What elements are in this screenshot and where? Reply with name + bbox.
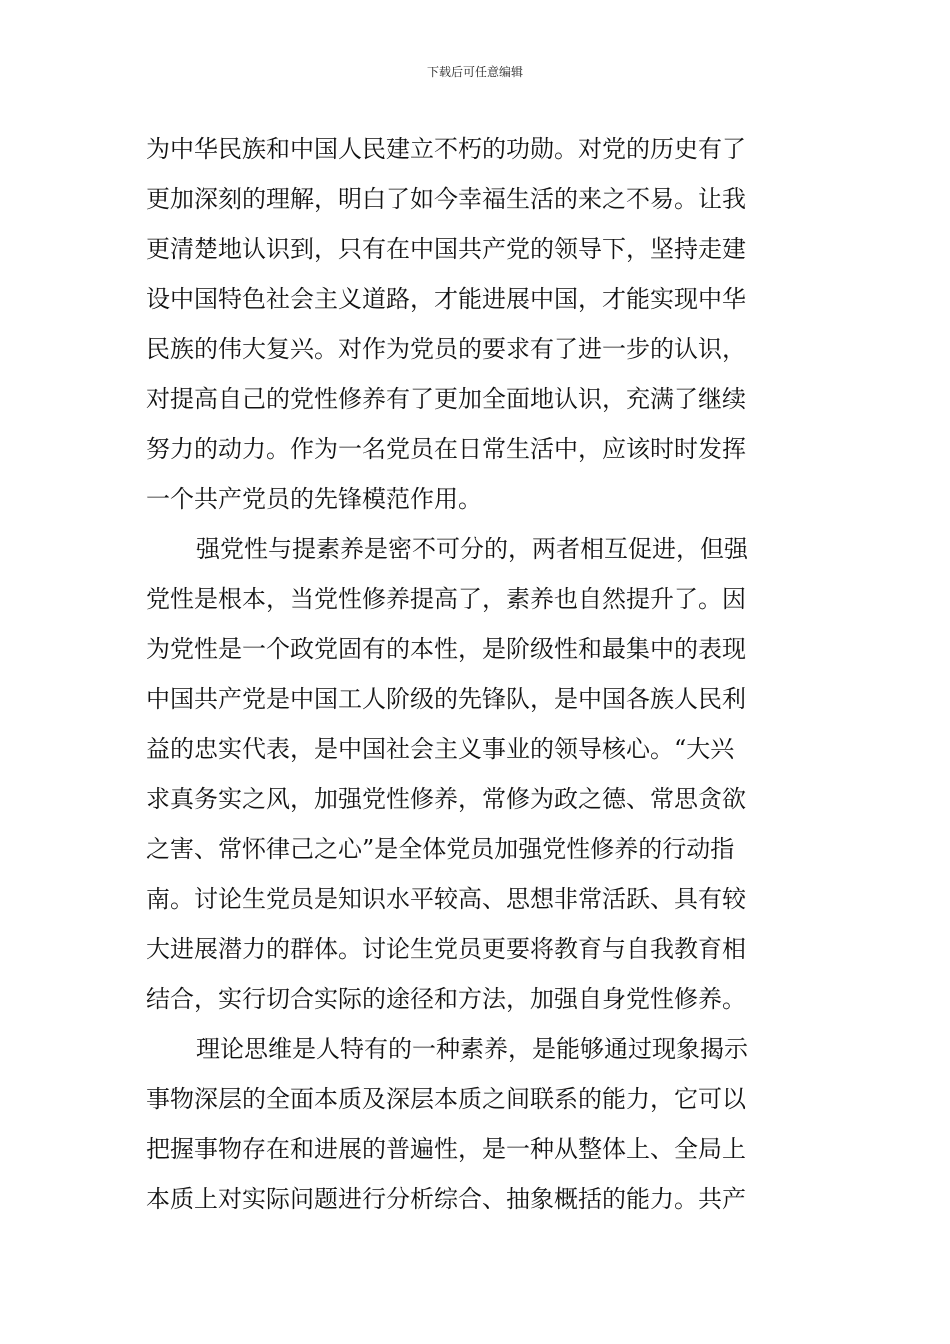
text-line: 求真务实之风，加强党性修养，常修为政之德、常思贪欲: [146, 785, 746, 813]
text-line: 南。讨论生党员是知识水平较高、思想非常活跃、具有较: [146, 885, 746, 913]
text-line: 努力的动力。作为一名党员在日常生活中，应该时时发挥: [146, 435, 746, 463]
text-line: 本质上对实际问题进行分析综合、抽象概括的能力。共产: [146, 1185, 746, 1213]
text-line: 设中国特色社会主义道路，才能进展中国，才能实现中华: [146, 285, 746, 313]
text-line: 为中华民族和中国人民建立不朽的功勋。对党的历史有了: [146, 135, 746, 163]
paragraph-2: [146, 524, 806, 1024]
text-line: 益的忠实代表，是中国社会主义事业的领导核心。“大兴: [146, 735, 735, 763]
text-line: 大进展潜力的群体。讨论生党员更要将教育与自我教育相: [146, 935, 746, 963]
text-line: 为党性是一个政党固有的本性，是阶级性和最集中的表现: [146, 635, 746, 663]
text-line: 中国共产党是中国工人阶级的先锋队，是中国各族人民利: [146, 685, 746, 713]
text-line: 事物深层的全面本质及深层本质之间联系的能力，它可以: [146, 1085, 746, 1113]
paragraph-1: [146, 124, 806, 524]
text-line: 把握事物存在和进展的普遍性，是一种从整体上、全局上: [146, 1135, 746, 1163]
text-line: 更加深刻的理解，明白了如今幸福生活的来之不易。让我: [146, 185, 746, 213]
text-line: 之害、常怀律己之心”是全体党员加强党性修养的行动指: [146, 835, 735, 863]
text-line: 理论思维是人特有的一种素养，是能够通过现象揭示: [196, 1035, 748, 1063]
text-line: 对提高自己的党性修养有了更加全面地认识，充满了继续: [146, 385, 746, 413]
paragraph-3: [146, 1024, 806, 1224]
text-line: 党性是根本，当党性修养提高了，素养也自然提升了。因: [146, 585, 746, 613]
document-body: [146, 124, 806, 1224]
text-line: 更清楚地认识到，只有在中国共产党的领导下，坚持走建: [146, 235, 746, 263]
text-line: 一个共产党员的先锋模范作用。: [146, 485, 482, 513]
text-line: 结合，实行切合实际的途径和方法，加强自身党性修养。: [146, 985, 746, 1013]
text-line: 民族的伟大复兴。对作为党员的要求有了进一步的认识，: [146, 335, 746, 363]
page-header: 下载后可任意编辑: [426, 65, 523, 79]
text-line: 强党性与提素养是密不可分的，两者相互促进，但强: [196, 535, 748, 563]
